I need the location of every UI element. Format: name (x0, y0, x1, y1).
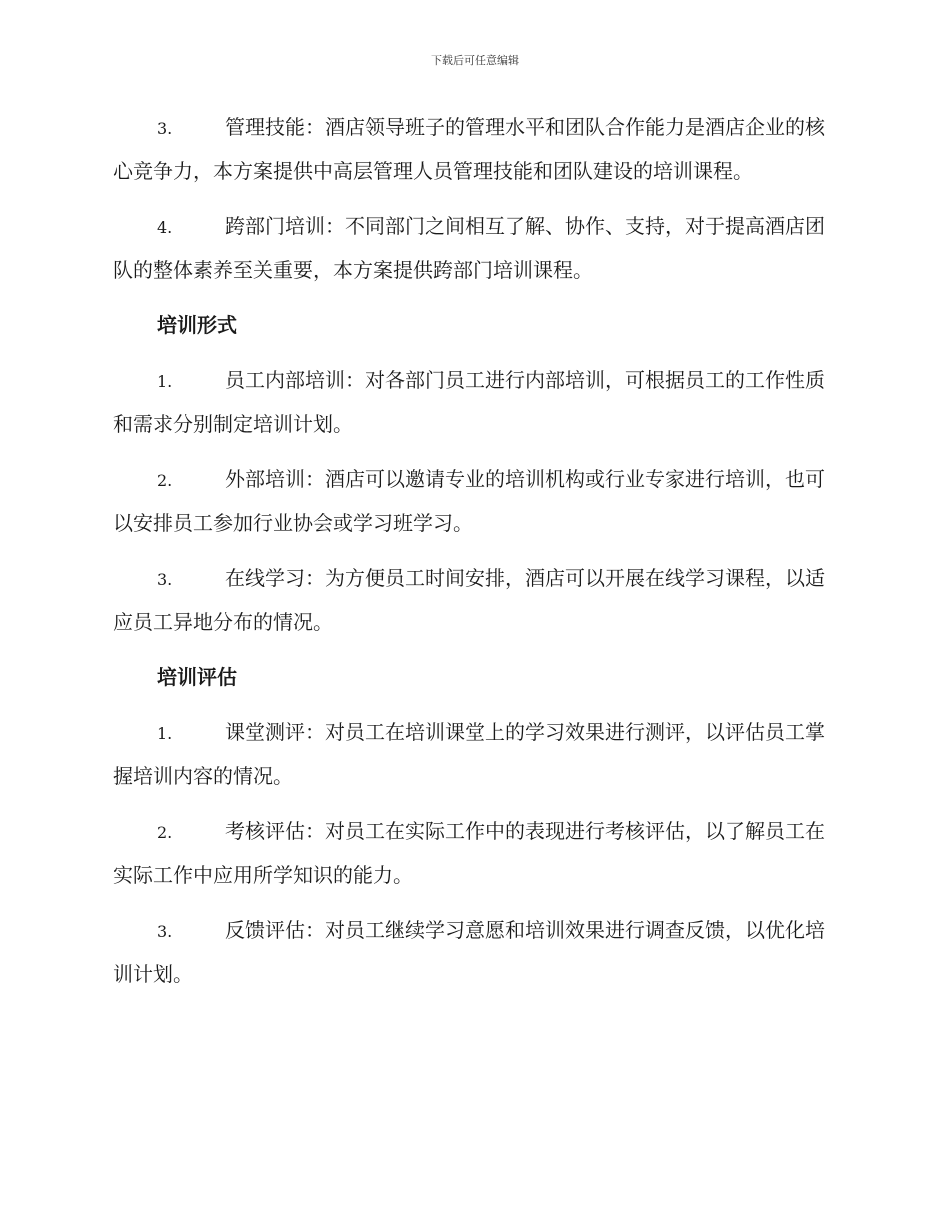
item-text: 在线学习：为方便员工时间安排，酒店可以开展在线学习课程，以适应员工异地分布的情况。 (113, 566, 825, 634)
list-item (113, 458, 835, 544)
item-text: 员工内部培训：对各部门员工进行内部培训，可根据员工的工作性质和需求分别制定培训计划。 (113, 368, 825, 436)
list-item (113, 106, 835, 192)
item-text: 考核评估：对员工在实际工作中的表现进行考核评估，以了解员工在实际工作中应用所学知识的能力。 (113, 819, 825, 887)
list-item (113, 557, 835, 643)
list-item (113, 810, 835, 896)
list-item (113, 205, 835, 291)
list-item (113, 359, 835, 445)
item-number: 2. (157, 823, 173, 842)
item-number: 3. (157, 922, 173, 941)
document-body (113, 106, 835, 1008)
item-number: 4. (157, 218, 173, 237)
item-text: 反馈评估：对员工继续学习意愿和培训效果进行调查反馈，以优化培训计划。 (113, 918, 825, 986)
list-item (113, 711, 835, 797)
section-heading-training-evaluation: 培训评估 (157, 665, 237, 689)
item-number: 3. (157, 119, 173, 138)
section-heading-training-format: 培训形式 (157, 313, 237, 337)
item-text: 外部培训：酒店可以邀请专业的培训机构或行业专家进行培训，也可以安排员工参加行业协会或学习班学习。 (113, 467, 825, 535)
item-text: 跨部门培训：不同部门之间相互了解、协作、支持，对于提高酒店团队的整体素养至关重要，本方案提供跨部门培训课程。 (113, 214, 825, 282)
item-text: 管理技能：酒店领导班子的管理水平和团队合作能力是酒店企业的核心竞争力，本方案提供中高层管理人员管理技能和团队建设的培训课程。 (113, 115, 825, 183)
item-number: 1. (157, 724, 173, 743)
item-number: 1. (157, 372, 173, 391)
item-number: 3. (157, 570, 173, 589)
item-number: 2. (157, 471, 173, 490)
page-header: 下载后可任意编辑 (431, 54, 519, 67)
list-item (113, 909, 835, 995)
item-text: 课堂测评：对员工在培训课堂上的学习效果进行测评，以评估员工掌握培训内容的情况。 (113, 720, 825, 788)
